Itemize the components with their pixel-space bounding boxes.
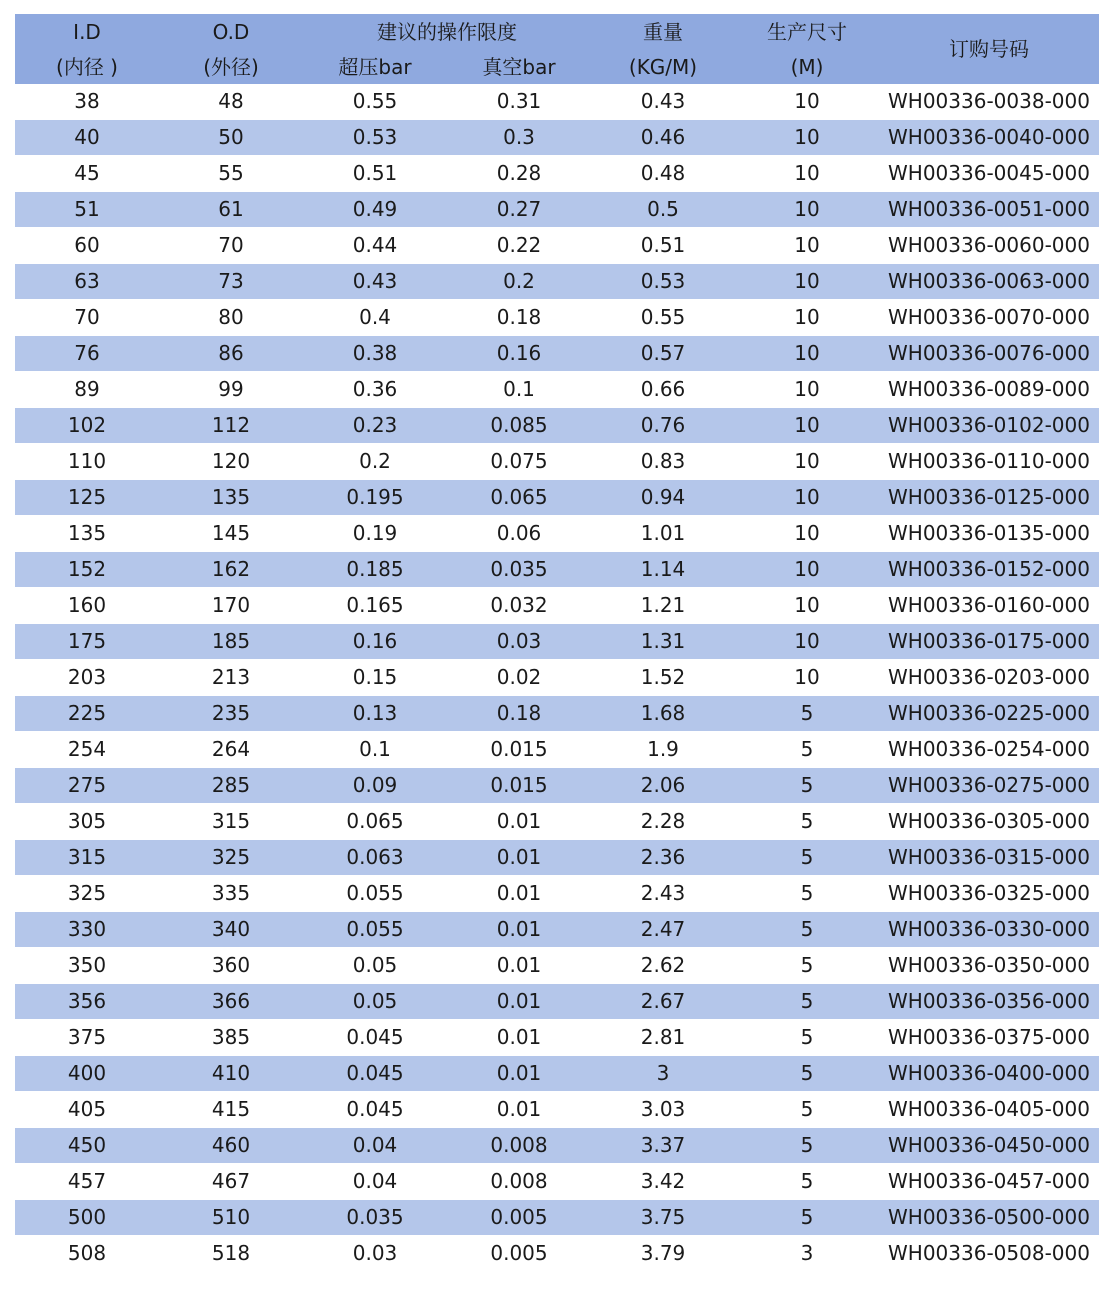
cell-vacuum: 0.01 bbox=[447, 876, 591, 912]
cell-order-number: WH00336-0102-000 bbox=[879, 408, 1099, 444]
cell-order-number: WH00336-0254-000 bbox=[879, 732, 1099, 768]
cell-length: 10 bbox=[735, 480, 879, 516]
cell-vacuum: 0.01 bbox=[447, 912, 591, 948]
table-row bbox=[15, 948, 1099, 984]
cell-od: 518 bbox=[159, 1236, 303, 1272]
cell-order-number: WH00336-0500-000 bbox=[879, 1200, 1099, 1236]
cell-od: 415 bbox=[159, 1092, 303, 1128]
cell-id: 375 bbox=[15, 1020, 159, 1056]
cell-pressure: 0.44 bbox=[303, 228, 447, 264]
table-row bbox=[15, 120, 1099, 156]
cell-od: 360 bbox=[159, 948, 303, 984]
cell-weight: 3.42 bbox=[591, 1164, 735, 1200]
spec-table-container bbox=[15, 14, 1099, 1271]
cell-id: 457 bbox=[15, 1164, 159, 1200]
cell-order-number: WH00336-0060-000 bbox=[879, 228, 1099, 264]
cell-id: 254 bbox=[15, 732, 159, 768]
cell-vacuum: 0.005 bbox=[447, 1200, 591, 1236]
cell-order-number: WH00336-0315-000 bbox=[879, 840, 1099, 876]
cell-vacuum: 0.31 bbox=[447, 84, 591, 120]
table-row bbox=[15, 804, 1099, 840]
cell-pressure: 0.36 bbox=[303, 372, 447, 408]
cell-length: 5 bbox=[735, 984, 879, 1020]
cell-id: 405 bbox=[15, 1092, 159, 1128]
cell-weight: 3.37 bbox=[591, 1128, 735, 1164]
cell-order-number: WH00336-0356-000 bbox=[879, 984, 1099, 1020]
cell-length: 10 bbox=[735, 516, 879, 552]
cell-id: 110 bbox=[15, 444, 159, 480]
cell-od: 135 bbox=[159, 480, 303, 516]
cell-vacuum: 0.01 bbox=[447, 1092, 591, 1128]
cell-od: 467 bbox=[159, 1164, 303, 1200]
cell-vacuum: 0.015 bbox=[447, 768, 591, 804]
cell-pressure: 0.55 bbox=[303, 84, 447, 120]
cell-id: 500 bbox=[15, 1200, 159, 1236]
cell-length: 10 bbox=[735, 588, 879, 624]
table-row bbox=[15, 1092, 1099, 1128]
cell-vacuum: 0.22 bbox=[447, 228, 591, 264]
cell-order-number: WH00336-0063-000 bbox=[879, 264, 1099, 300]
cell-od: 170 bbox=[159, 588, 303, 624]
cell-vacuum: 0.085 bbox=[447, 408, 591, 444]
cell-length: 5 bbox=[735, 1128, 879, 1164]
cell-vacuum: 0.065 bbox=[447, 480, 591, 516]
cell-id: 450 bbox=[15, 1128, 159, 1164]
cell-id: 125 bbox=[15, 480, 159, 516]
cell-vacuum: 0.2 bbox=[447, 264, 591, 300]
cell-length: 5 bbox=[735, 768, 879, 804]
cell-id: 275 bbox=[15, 768, 159, 804]
cell-pressure: 0.045 bbox=[303, 1092, 447, 1128]
cell-order-number: WH00336-0135-000 bbox=[879, 516, 1099, 552]
table-row bbox=[15, 480, 1099, 516]
cell-vacuum: 0.032 bbox=[447, 588, 591, 624]
cell-pressure: 0.045 bbox=[303, 1020, 447, 1056]
cell-id: 175 bbox=[15, 624, 159, 660]
cell-length: 10 bbox=[735, 408, 879, 444]
cell-vacuum: 0.18 bbox=[447, 300, 591, 336]
cell-length: 10 bbox=[735, 264, 879, 300]
cell-order-number: WH00336-0045-000 bbox=[879, 156, 1099, 192]
cell-order-number: WH00336-0457-000 bbox=[879, 1164, 1099, 1200]
cell-length: 10 bbox=[735, 552, 879, 588]
table-row bbox=[15, 1236, 1099, 1272]
cell-pressure: 0.43 bbox=[303, 264, 447, 300]
cell-length: 10 bbox=[735, 444, 879, 480]
cell-weight: 1.52 bbox=[591, 660, 735, 696]
cell-vacuum: 0.18 bbox=[447, 696, 591, 732]
cell-od: 325 bbox=[159, 840, 303, 876]
cell-order-number: WH00336-0152-000 bbox=[879, 552, 1099, 588]
cell-weight: 0.83 bbox=[591, 444, 735, 480]
table-row bbox=[15, 912, 1099, 948]
table-row bbox=[15, 228, 1099, 264]
cell-weight: 0.94 bbox=[591, 480, 735, 516]
cell-id: 70 bbox=[15, 300, 159, 336]
cell-pressure: 0.035 bbox=[303, 1200, 447, 1236]
cell-weight: 0.5 bbox=[591, 192, 735, 228]
cell-length: 5 bbox=[735, 1056, 879, 1092]
cell-vacuum: 0.16 bbox=[447, 336, 591, 372]
cell-od: 264 bbox=[159, 732, 303, 768]
cell-length: 5 bbox=[735, 1020, 879, 1056]
cell-id: 89 bbox=[15, 372, 159, 408]
cell-id: 400 bbox=[15, 1056, 159, 1092]
cell-pressure: 0.38 bbox=[303, 336, 447, 372]
cell-od: 80 bbox=[159, 300, 303, 336]
cell-id: 508 bbox=[15, 1236, 159, 1272]
cell-weight: 1.31 bbox=[591, 624, 735, 660]
header-od-sub: (外径) bbox=[159, 49, 303, 84]
table-row bbox=[15, 1056, 1099, 1092]
table-row bbox=[15, 408, 1099, 444]
cell-pressure: 0.065 bbox=[303, 804, 447, 840]
cell-vacuum: 0.005 bbox=[447, 1236, 591, 1272]
cell-id: 160 bbox=[15, 588, 159, 624]
cell-vacuum: 0.01 bbox=[447, 948, 591, 984]
cell-id: 38 bbox=[15, 84, 159, 120]
cell-pressure: 0.165 bbox=[303, 588, 447, 624]
table-row bbox=[15, 1128, 1099, 1164]
hose-spec-table bbox=[15, 14, 1099, 1271]
cell-length: 10 bbox=[735, 660, 879, 696]
cell-vacuum: 0.27 bbox=[447, 192, 591, 228]
cell-pressure: 0.05 bbox=[303, 948, 447, 984]
cell-od: 285 bbox=[159, 768, 303, 804]
table-row bbox=[15, 1020, 1099, 1056]
cell-pressure: 0.13 bbox=[303, 696, 447, 732]
cell-pressure: 0.195 bbox=[303, 480, 447, 516]
cell-order-number: WH00336-0508-000 bbox=[879, 1236, 1099, 1272]
cell-length: 5 bbox=[735, 1092, 879, 1128]
cell-vacuum: 0.015 bbox=[447, 732, 591, 768]
table-row bbox=[15, 84, 1099, 120]
cell-od: 70 bbox=[159, 228, 303, 264]
cell-od: 48 bbox=[159, 84, 303, 120]
cell-vacuum: 0.008 bbox=[447, 1128, 591, 1164]
cell-order-number: WH00336-0110-000 bbox=[879, 444, 1099, 480]
table-row bbox=[15, 876, 1099, 912]
cell-pressure: 0.04 bbox=[303, 1128, 447, 1164]
cell-weight: 2.06 bbox=[591, 768, 735, 804]
cell-weight: 1.01 bbox=[591, 516, 735, 552]
header-id: I.D bbox=[15, 14, 159, 49]
cell-vacuum: 0.01 bbox=[447, 840, 591, 876]
cell-vacuum: 0.035 bbox=[447, 552, 591, 588]
cell-weight: 1.68 bbox=[591, 696, 735, 732]
cell-weight: 1.9 bbox=[591, 732, 735, 768]
cell-id: 135 bbox=[15, 516, 159, 552]
cell-length: 5 bbox=[735, 948, 879, 984]
cell-pressure: 0.03 bbox=[303, 1236, 447, 1272]
cell-length: 10 bbox=[735, 192, 879, 228]
cell-od: 73 bbox=[159, 264, 303, 300]
table-row bbox=[15, 984, 1099, 1020]
cell-od: 335 bbox=[159, 876, 303, 912]
cell-vacuum: 0.28 bbox=[447, 156, 591, 192]
header-id-sub: (内径 ) bbox=[15, 49, 159, 84]
cell-id: 356 bbox=[15, 984, 159, 1020]
cell-weight: 3.75 bbox=[591, 1200, 735, 1236]
header-weight-unit: (KG/M) bbox=[591, 49, 735, 84]
cell-order-number: WH00336-0040-000 bbox=[879, 120, 1099, 156]
table-body bbox=[15, 84, 1099, 1271]
cell-length: 10 bbox=[735, 84, 879, 120]
cell-vacuum: 0.01 bbox=[447, 1020, 591, 1056]
cell-od: 213 bbox=[159, 660, 303, 696]
cell-id: 203 bbox=[15, 660, 159, 696]
cell-pressure: 0.063 bbox=[303, 840, 447, 876]
table-row bbox=[15, 768, 1099, 804]
cell-id: 350 bbox=[15, 948, 159, 984]
cell-order-number: WH00336-0450-000 bbox=[879, 1128, 1099, 1164]
cell-length: 10 bbox=[735, 372, 879, 408]
cell-od: 162 bbox=[159, 552, 303, 588]
cell-order-number: WH00336-0076-000 bbox=[879, 336, 1099, 372]
cell-length: 5 bbox=[735, 1200, 879, 1236]
cell-length: 5 bbox=[735, 1164, 879, 1200]
cell-weight: 3 bbox=[591, 1056, 735, 1092]
cell-vacuum: 0.01 bbox=[447, 804, 591, 840]
cell-id: 315 bbox=[15, 840, 159, 876]
cell-length: 10 bbox=[735, 336, 879, 372]
cell-id: 225 bbox=[15, 696, 159, 732]
cell-pressure: 0.1 bbox=[303, 732, 447, 768]
cell-length: 10 bbox=[735, 300, 879, 336]
cell-length: 5 bbox=[735, 912, 879, 948]
cell-id: 45 bbox=[15, 156, 159, 192]
cell-od: 340 bbox=[159, 912, 303, 948]
table-header bbox=[15, 14, 1099, 84]
cell-weight: 0.51 bbox=[591, 228, 735, 264]
table-row bbox=[15, 156, 1099, 192]
table-row bbox=[15, 444, 1099, 480]
cell-vacuum: 0.3 bbox=[447, 120, 591, 156]
table-row bbox=[15, 588, 1099, 624]
cell-weight: 0.57 bbox=[591, 336, 735, 372]
header-production-length: 生产尺寸 bbox=[735, 14, 879, 49]
cell-order-number: WH00336-0405-000 bbox=[879, 1092, 1099, 1128]
table-row bbox=[15, 264, 1099, 300]
cell-vacuum: 0.01 bbox=[447, 984, 591, 1020]
cell-id: 305 bbox=[15, 804, 159, 840]
cell-od: 460 bbox=[159, 1128, 303, 1164]
cell-weight: 2.81 bbox=[591, 1020, 735, 1056]
table-row bbox=[15, 660, 1099, 696]
table-row bbox=[15, 516, 1099, 552]
cell-vacuum: 0.03 bbox=[447, 624, 591, 660]
cell-od: 86 bbox=[159, 336, 303, 372]
cell-pressure: 0.16 bbox=[303, 624, 447, 660]
cell-pressure: 0.04 bbox=[303, 1164, 447, 1200]
header-order-number: 订购号码 bbox=[879, 14, 1099, 84]
header-vacuum: 真空bar bbox=[447, 49, 591, 84]
cell-order-number: WH00336-0160-000 bbox=[879, 588, 1099, 624]
cell-od: 112 bbox=[159, 408, 303, 444]
cell-pressure: 0.19 bbox=[303, 516, 447, 552]
table-row bbox=[15, 336, 1099, 372]
cell-pressure: 0.055 bbox=[303, 912, 447, 948]
cell-vacuum: 0.06 bbox=[447, 516, 591, 552]
cell-weight: 2.67 bbox=[591, 984, 735, 1020]
cell-order-number: WH00336-0325-000 bbox=[879, 876, 1099, 912]
cell-weight: 0.66 bbox=[591, 372, 735, 408]
cell-order-number: WH00336-0125-000 bbox=[879, 480, 1099, 516]
cell-pressure: 0.055 bbox=[303, 876, 447, 912]
cell-length: 3 bbox=[735, 1236, 879, 1272]
cell-order-number: WH00336-0175-000 bbox=[879, 624, 1099, 660]
cell-pressure: 0.51 bbox=[303, 156, 447, 192]
cell-weight: 0.46 bbox=[591, 120, 735, 156]
table-row bbox=[15, 696, 1099, 732]
table-row bbox=[15, 372, 1099, 408]
cell-od: 385 bbox=[159, 1020, 303, 1056]
cell-weight: 0.48 bbox=[591, 156, 735, 192]
cell-weight: 2.43 bbox=[591, 876, 735, 912]
cell-order-number: WH00336-0350-000 bbox=[879, 948, 1099, 984]
cell-order-number: WH00336-0330-000 bbox=[879, 912, 1099, 948]
cell-length: 5 bbox=[735, 732, 879, 768]
cell-od: 510 bbox=[159, 1200, 303, 1236]
cell-vacuum: 0.1 bbox=[447, 372, 591, 408]
cell-order-number: WH00336-0225-000 bbox=[879, 696, 1099, 732]
table-row bbox=[15, 840, 1099, 876]
cell-od: 99 bbox=[159, 372, 303, 408]
cell-pressure: 0.49 bbox=[303, 192, 447, 228]
cell-od: 410 bbox=[159, 1056, 303, 1092]
cell-weight: 0.53 bbox=[591, 264, 735, 300]
cell-weight: 2.62 bbox=[591, 948, 735, 984]
cell-weight: 2.28 bbox=[591, 804, 735, 840]
cell-od: 145 bbox=[159, 516, 303, 552]
cell-pressure: 0.05 bbox=[303, 984, 447, 1020]
cell-id: 40 bbox=[15, 120, 159, 156]
cell-pressure: 0.23 bbox=[303, 408, 447, 444]
cell-weight: 0.76 bbox=[591, 408, 735, 444]
cell-length: 5 bbox=[735, 696, 879, 732]
cell-od: 235 bbox=[159, 696, 303, 732]
cell-od: 185 bbox=[159, 624, 303, 660]
cell-order-number: WH00336-0051-000 bbox=[879, 192, 1099, 228]
cell-pressure: 0.4 bbox=[303, 300, 447, 336]
cell-id: 63 bbox=[15, 264, 159, 300]
cell-order-number: WH00336-0089-000 bbox=[879, 372, 1099, 408]
cell-od: 50 bbox=[159, 120, 303, 156]
cell-vacuum: 0.01 bbox=[447, 1056, 591, 1092]
header-pressure: 超压bar bbox=[303, 49, 447, 84]
cell-weight: 2.36 bbox=[591, 840, 735, 876]
table-row bbox=[15, 552, 1099, 588]
header-operating-limits: 建议的操作限度 bbox=[303, 14, 591, 49]
cell-length: 5 bbox=[735, 804, 879, 840]
cell-id: 102 bbox=[15, 408, 159, 444]
cell-od: 366 bbox=[159, 984, 303, 1020]
cell-pressure: 0.045 bbox=[303, 1056, 447, 1092]
cell-weight: 2.47 bbox=[591, 912, 735, 948]
header-weight: 重量 bbox=[591, 14, 735, 49]
cell-id: 330 bbox=[15, 912, 159, 948]
cell-order-number: WH00336-0305-000 bbox=[879, 804, 1099, 840]
cell-id: 60 bbox=[15, 228, 159, 264]
table-row bbox=[15, 192, 1099, 228]
header-od: O.D bbox=[159, 14, 303, 49]
cell-length: 10 bbox=[735, 624, 879, 660]
cell-order-number: WH00336-0275-000 bbox=[879, 768, 1099, 804]
cell-weight: 1.14 bbox=[591, 552, 735, 588]
cell-vacuum: 0.075 bbox=[447, 444, 591, 480]
cell-order-number: WH00336-0070-000 bbox=[879, 300, 1099, 336]
cell-od: 120 bbox=[159, 444, 303, 480]
cell-weight: 3.79 bbox=[591, 1236, 735, 1272]
cell-weight: 0.55 bbox=[591, 300, 735, 336]
cell-order-number: WH00336-0375-000 bbox=[879, 1020, 1099, 1056]
table-row bbox=[15, 624, 1099, 660]
cell-length: 10 bbox=[735, 156, 879, 192]
cell-weight: 0.43 bbox=[591, 84, 735, 120]
cell-vacuum: 0.02 bbox=[447, 660, 591, 696]
cell-length: 5 bbox=[735, 840, 879, 876]
cell-id: 152 bbox=[15, 552, 159, 588]
cell-vacuum: 0.008 bbox=[447, 1164, 591, 1200]
cell-order-number: WH00336-0203-000 bbox=[879, 660, 1099, 696]
cell-length: 10 bbox=[735, 120, 879, 156]
cell-length: 5 bbox=[735, 876, 879, 912]
table-row bbox=[15, 1200, 1099, 1236]
cell-od: 315 bbox=[159, 804, 303, 840]
cell-id: 325 bbox=[15, 876, 159, 912]
table-row bbox=[15, 300, 1099, 336]
cell-id: 76 bbox=[15, 336, 159, 372]
cell-pressure: 0.185 bbox=[303, 552, 447, 588]
cell-od: 61 bbox=[159, 192, 303, 228]
cell-pressure: 0.53 bbox=[303, 120, 447, 156]
cell-od: 55 bbox=[159, 156, 303, 192]
cell-weight: 1.21 bbox=[591, 588, 735, 624]
cell-weight: 3.03 bbox=[591, 1092, 735, 1128]
cell-pressure: 0.2 bbox=[303, 444, 447, 480]
table-row bbox=[15, 1164, 1099, 1200]
header-length-unit: (M) bbox=[735, 49, 879, 84]
cell-length: 10 bbox=[735, 228, 879, 264]
table-row bbox=[15, 732, 1099, 768]
cell-order-number: WH00336-0038-000 bbox=[879, 84, 1099, 120]
cell-id: 51 bbox=[15, 192, 159, 228]
cell-pressure: 0.09 bbox=[303, 768, 447, 804]
cell-pressure: 0.15 bbox=[303, 660, 447, 696]
cell-order-number: WH00336-0400-000 bbox=[879, 1056, 1099, 1092]
